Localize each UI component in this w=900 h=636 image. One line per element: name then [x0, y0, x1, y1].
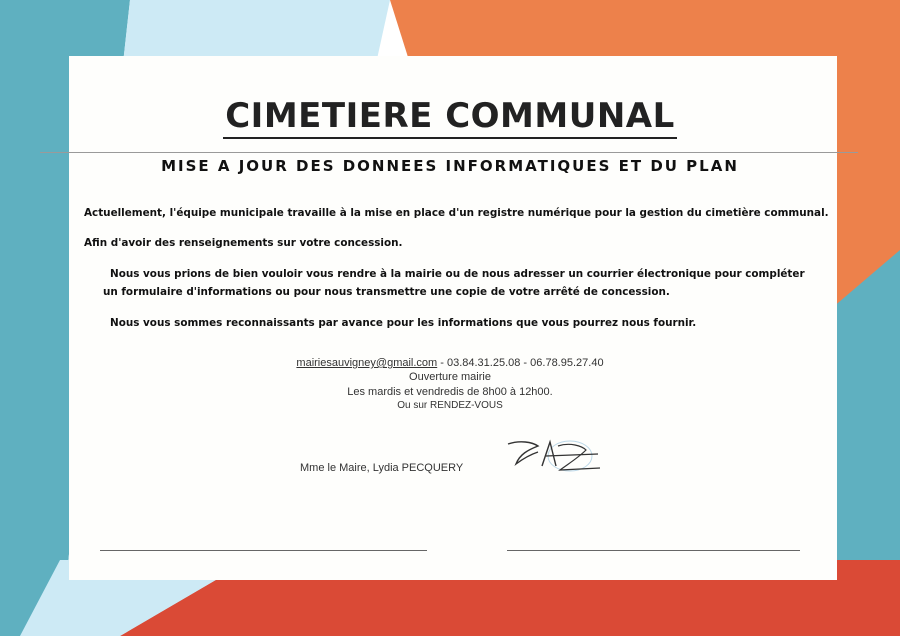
signature-image [498, 436, 604, 476]
phone-numbers: - 03.84.31.25.08 - 06.78.95.27.40 [437, 357, 604, 369]
paragraph-3-line-2: un formulaire d'informations ou pour nous transmettre une copie de votre arrêté de concession. [103, 286, 670, 298]
paragraph-1: Actuellement, l'équipe municipale travaille à la mise en place d'un registre numérique pour la gestion du cimetière communal. [84, 207, 829, 219]
signature-line-right [507, 550, 800, 551]
paragraph-2: Afin d'avoir des renseignements sur votre concession. [84, 237, 403, 249]
opening-hours: Les mardis et vendredis de 8h00 à 12h00. [347, 386, 553, 398]
page-title [0, 96, 900, 136]
appointment-note: Ou sur RENDEZ-VOUS [397, 400, 503, 411]
page-subtitle: MISE A JOUR DES DONNEES INFORMATIQUES ET DU PLAN [161, 157, 739, 175]
paragraph-3-line-1: Nous vous prions de bien vouloir vous rendre à la mairie ou de nous adresser un courrier électronique pour compléter [110, 268, 805, 280]
opening-label: Ouverture mairie [409, 371, 491, 383]
contact-line [0, 357, 900, 369]
title-divider [40, 152, 858, 153]
email-link[interactable]: mairiesauvigney@gmail.com [296, 357, 438, 369]
signer-name: Mme le Maire, Lydia PECQUERY [300, 462, 464, 474]
page-title-text: CIMETIERE COMMUNAL [223, 96, 677, 139]
signature-line-left [100, 550, 427, 551]
paragraph-4: Nous vous sommes reconnaissants par avance pour les informations que vous pourrez nous fournir. [110, 317, 697, 329]
